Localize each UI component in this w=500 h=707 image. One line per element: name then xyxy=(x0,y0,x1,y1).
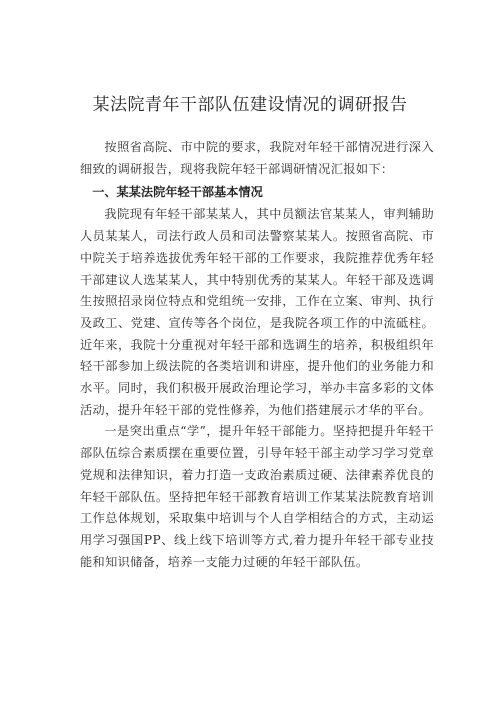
section-heading: 一、某某法院年轻干部基本情况 xyxy=(92,185,263,200)
document-body xyxy=(80,137,434,573)
intro-paragraph: 按照省高院、市中院的要求，我院对年轻干部情况进行深入细致的调研报告，现将我院年轻干部调研情况汇报如下： xyxy=(80,140,434,176)
body-paragraph: 我院现有年轻干部某某人，其中员额法官某某人，审判辅助人员某某人，司法行政人员和司法警察某某人。按照省高院、市中院关于培养选拔优秀年轻干部的工作要求，我院推荐优秀年轻干部建议人选某某人，其中特别优秀的某某人。年轻干部及选调生按照招录岗位特点和党组统一安排，工作在立案、审判、执行及政工、党建、宣传等各个岗位，是我院各项工作的中流砥柱。近年来，我院十分重视对年轻干部和选调生的培养，积极组织年轻干部参加上级法院的各类培训和讲座，提升他们的业务能力和水平。同时，我们积极开展政治理论学习，举办丰富多彩的文体活动，提升年轻干部的党性修养，为他们搭建展示才华的平台。 xyxy=(80,207,434,417)
document-title: 某法院青年干部队伍建设情况的调研报告 xyxy=(92,95,408,115)
body-paragraph: 一是突出重点“学”，提升年轻干部能力。坚持把提升年轻干部队伍综合素质摆在重要位置，引导年轻干部主动学习学习党章党规和法律知识，着力打造一支政治素质过硬、法律素养优良的年轻干部队伍。坚持把年轻干部教育培训工作某某法院教育培训工作总体规划，采取集中培训与个人自学相结合的方式，主动运用学习强国PP、线上线下培训等方式,着力提升年轻干部专业技能和知识储备，培养一支能力过硬的年轻干部队伍。 xyxy=(80,424,434,569)
